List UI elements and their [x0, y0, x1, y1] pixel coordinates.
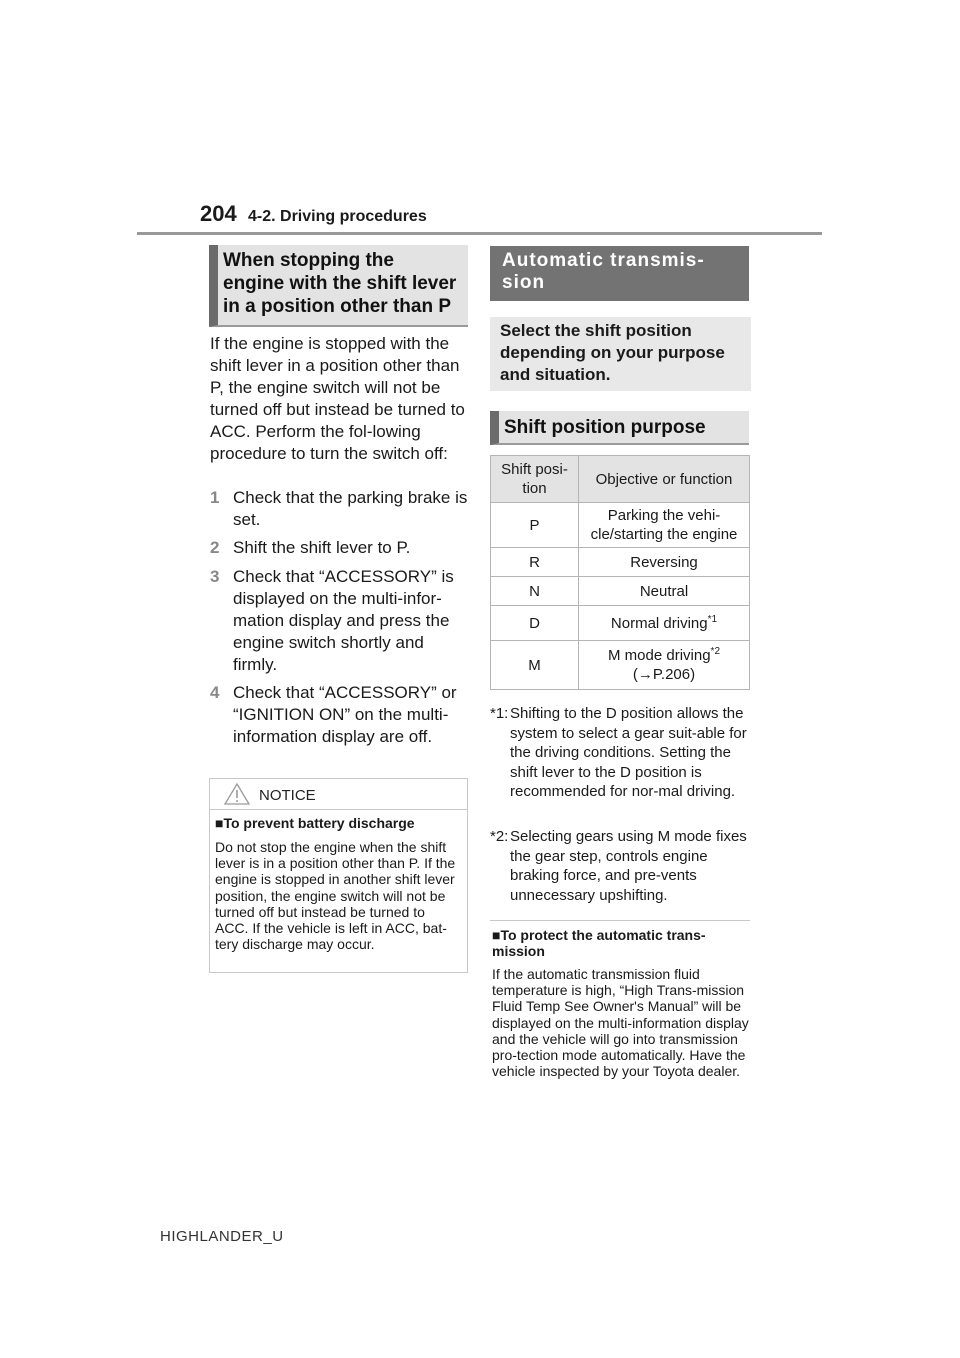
step-text: Check that “ACCESSORY” or “IGNITION ON” on the multi-information display are off.	[233, 683, 457, 746]
step-4	[210, 682, 468, 748]
step-text: Check that “ACCESSORY” is displayed on the multi-infor-mation display and press the engine switch shortly and firmly.	[233, 567, 454, 674]
step-1	[210, 487, 468, 531]
footnote-2	[490, 827, 752, 905]
shift-position-cell: R	[491, 548, 579, 577]
header-divider	[137, 232, 822, 235]
protect-transmission-heading: ■To protect the automatic trans-mission	[492, 927, 706, 959]
notice-body: Do not stop the engine when the shift lever is in a position other than P. If the engine is stopped in another shift lever position, the engine switch will not be turned off but instead be turned to ACC. If the vehicle is left in ACC, bat-tery discharge may occur.	[215, 839, 456, 953]
step-3	[210, 566, 468, 676]
table-row	[491, 548, 750, 577]
table-row	[491, 577, 750, 606]
shift-position-table	[490, 455, 750, 690]
note-divider	[490, 920, 750, 921]
protect-transmission-body: If the automatic transmission fluid temperature is high, “High Trans-mission Fluid Temp See Owner's Manual” will be displayed on the multi-information display and the vehicle will go into transmission pro-tection mode automatically. Have the vehicle inspected by your Toyota dealer.	[492, 966, 749, 1080]
shift-position-cell: M	[491, 641, 579, 690]
stop-engine-heading: When stopping the engine with the shift lever in a position other than P	[209, 245, 468, 327]
footnote-mark: *2:	[490, 828, 509, 845]
function-cell	[579, 606, 750, 641]
step-text: Check that the parking brake is set.	[233, 488, 468, 529]
footnote-mark: *1:	[490, 705, 509, 722]
table-header-row	[491, 456, 750, 503]
notice-box	[209, 778, 468, 973]
table-row	[491, 641, 750, 690]
column-header-objective: Objective or function	[579, 456, 750, 503]
function-cell: Reversing	[579, 548, 750, 577]
footnote-marker: *1	[707, 613, 718, 625]
step-number: 1	[210, 488, 220, 507]
table-row	[491, 503, 750, 548]
footnote-text: Selecting gears using M mode fixes the gear step, controls engine braking force, and pre-vents unnecessary upshifting.	[510, 828, 747, 904]
function-cell	[579, 641, 750, 690]
footnote-1	[490, 704, 752, 802]
function-text: Normal driving	[610, 614, 708, 632]
step-2	[210, 537, 468, 559]
model-footer: HIGHLANDER_U	[160, 1228, 284, 1245]
automatic-transmission-heading: Automatic transmis-sion	[490, 246, 749, 301]
function-text: M mode driving	[608, 647, 711, 664]
warning-triangle-icon	[224, 783, 250, 810]
page-reference-link[interactable]: (→P.206)	[632, 666, 696, 683]
notice-title: NOTICE	[259, 787, 316, 804]
notice-header	[210, 779, 467, 810]
shift-position-cell: D	[491, 606, 579, 641]
select-position-summary: Select the shift position depending on your purpose and situation.	[490, 317, 751, 391]
column-header-shift-position: Shift posi-tion	[491, 456, 579, 503]
step-number: 4	[210, 683, 220, 702]
notice-subheading: ■To prevent battery discharge	[215, 815, 415, 831]
step-number: 2	[210, 538, 220, 557]
step-number: 3	[210, 567, 220, 586]
step-text: Shift the shift lever to P.	[233, 538, 411, 557]
intro-paragraph: If the engine is stopped with the shift lever in a position other than P, the engine switch will not be turned off but instead be turned to ACC. Perform the fol-lowing procedure to turn the switch off:	[210, 334, 465, 463]
shift-position-cell: N	[491, 577, 579, 606]
table-row	[491, 606, 750, 641]
shift-position-cell: P	[491, 503, 579, 548]
shift-position-purpose-heading: Shift position purpose	[490, 411, 749, 445]
section-title: 4-2. Driving procedures	[248, 208, 427, 225]
function-cell: Neutral	[579, 577, 750, 606]
footnote-marker: *2	[710, 646, 720, 657]
page-number: 204	[200, 201, 237, 226]
function-cell: Parking the vehi-cle/starting the engine	[579, 503, 750, 548]
footnote-text: Shifting to the D position allows the system to select a gear suit-able for the driving conditions. Setting the shift lever to the D position is recommended for nor-mal driving.	[510, 705, 747, 800]
